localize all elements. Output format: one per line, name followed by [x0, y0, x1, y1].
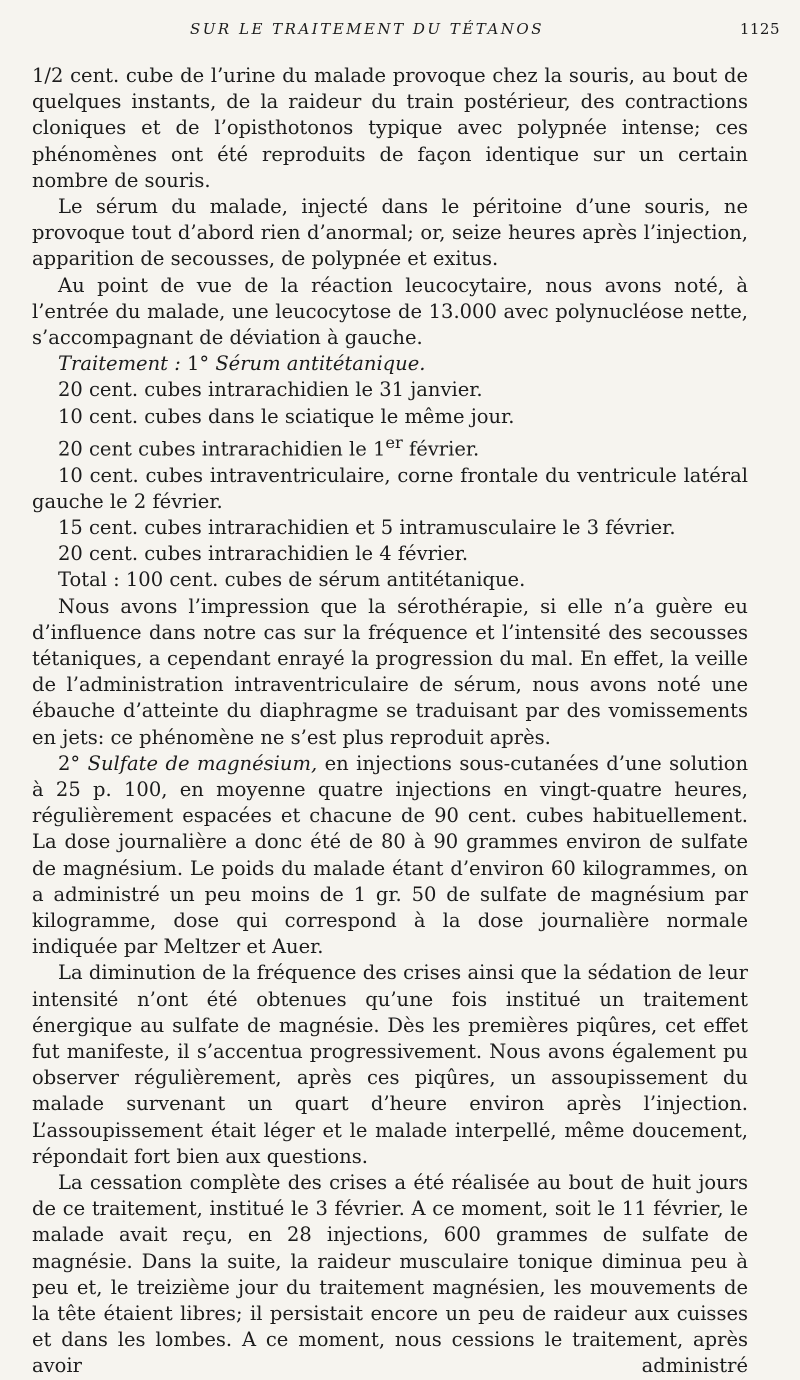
paragraph-urine-test: 1/2 cent. cube de l’urine du malade provoque chez la souris, au bout de quelques instants, de la raideur du train postérieur, des contractions cloniques et de l’opisthotonos typique avec polypnée intense; ces phénomènes ont été reproduits de façon identique sur un certain nombre de souris. [32, 64, 748, 192]
dose-line-6: 20 cent. cubes intrarachidien le 4 février. [58, 542, 469, 566]
treatment-title: Sérum antitétanique. [215, 352, 426, 376]
dose-line-4: 10 cent. cubes intraventriculaire, corne frontale du ventricule latéral gauche le 2 février. [32, 463, 748, 513]
dose-line-1: 20 cent. cubes intrarachidien le 31 janvier. [58, 378, 483, 402]
dose-line-3 [32, 430, 748, 463]
dose-total: Total : 100 cent. cubes de sérum antitétanique. [58, 568, 526, 592]
dose-line-5: 15 cent. cubes intrarachidien et 5 intramusculaire le 3 février. [58, 515, 676, 539]
dose-line-3-start: 20 cent cubes intrarachidien le 1 [58, 437, 386, 461]
page-body [32, 63, 748, 1380]
running-header [30, 20, 780, 42]
dose-line-3-end: février. [402, 437, 480, 461]
magnesium-title: Sulfate de magnésium, [87, 751, 318, 775]
treatment-number: 1° [180, 352, 216, 376]
paragraph-leucocyte: Au point de vue de la réaction leucocytaire, nous avons noté, à l’entrée du malade, une leucocytose de 13.000 avec polynucléose nette, s’accompagnant de déviation à gauche. [32, 273, 748, 350]
paragraph-serotherapy: Nous avons l’impression que la sérothérapie, si elle n’a guère eu d’influence dans notre cas sur la fréquence et l’intensité des secousses tétaniques, a cependant enrayé la progression du mal. En effet, la veille de l’administration intraventriculaire de sérum, nous avons noté une ébauche d’atteinte du diaphragme se traduisant par des vomissements en jets: ce phénomène ne s’est plus reproduit après. [32, 594, 748, 749]
paragraph-crises-reduction: La diminution de la fréquence des crises ainsi que la sédation de leur intensité n’ont été obtenues qu’une fois institué un traitement énergique au sulfate de magnésie. Dès les premières piqûres, cet effet fut manifeste, il s’accentua progressivement. Nous avons également pu observer régulièrement, après ces piqûres, un assoupissement du malade survenant un quart d’heure environ après l’injection. L’assoupissement était léger et le malade interpellé, même doucement, répondait fort bien aux questions. [32, 961, 748, 1168]
page-number: 1125 [739, 20, 780, 38]
paragraph-serum-test: Le sérum du malade, injecté dans le péritoine d’une souris, ne provoque tout d’abord rien d’anormal; or, seize heures après l’injection, apparition de secousses, de polypnée et exitus. [32, 195, 748, 271]
treatment-label: Traitement : [58, 352, 181, 376]
magnesium-text: en injections sous-cutanées d’une solution à 25 p. 100, en moyenne quatre injections en vingt-quatre heures, régulièrement espacées et chacune de 90 cent. cubes habituellement. La dose journalière a donc été de 80 à 90 grammes environ de sulfate de magnésium. Le poids du malade étant d’environ 60 kilogrammes, on a administré un peu moins de 1 gr. 50 de sulfate de magnésium par kilogramme, dose qui correspond à la dose journalière normale indiquée par Meltzer et Auer. [32, 751, 749, 959]
dose-line-2: 10 cent. cubes dans le sciatique le même jour. [58, 404, 515, 428]
dose-line-3-sup: er [385, 432, 403, 452]
magnesium-number: 2° [58, 751, 88, 775]
paragraph-magnesium [32, 751, 748, 961]
running-title: SUR LE TRAITEMENT DU TÉTANOS [190, 20, 544, 38]
treatment-heading [32, 351, 748, 377]
paragraph-cessation: La cessation complète des crises a été réalisée au bout de huit jours de ce traitement, institué le 3 février. A ce moment, soit le 11 février, le malade avait reçu, en 28 injections, 600 grammes de sulfate de magnésie. Dans la suite, la raideur musculaire tonique diminua peu à peu et, le treizième jour du traitement magnésien, les mouvements de la tête étaient libres; il persistait encore un peu de raideur aux cuisses et dans les lombes. A ce moment, nous cessions le traitement, après avoir administré [32, 1171, 748, 1378]
